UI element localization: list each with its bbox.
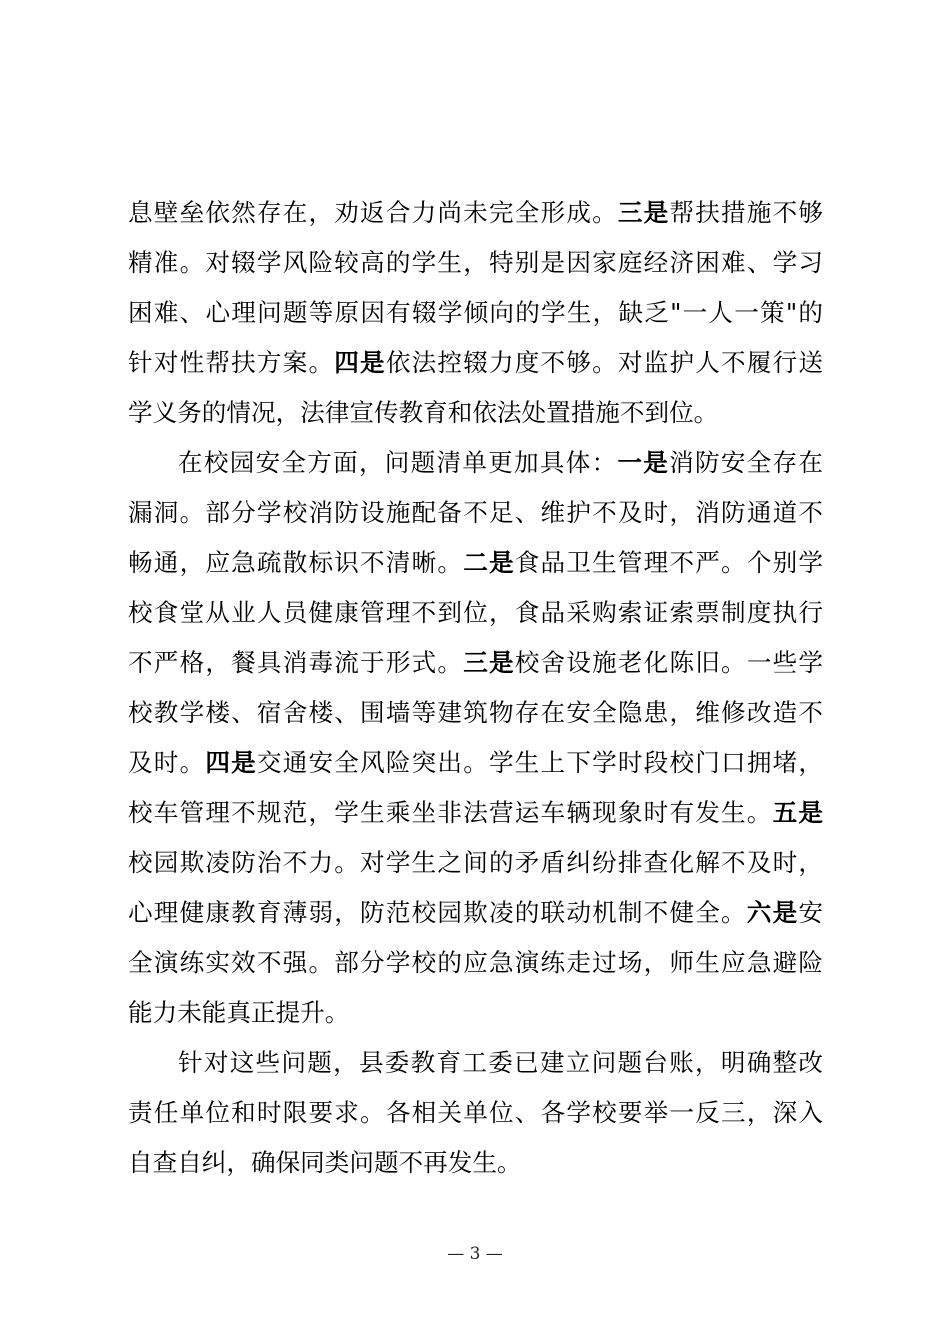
text-line [128, 488, 823, 538]
text-line [128, 988, 823, 1038]
bold-keyword: 五是 [772, 798, 823, 827]
text-line [128, 588, 823, 638]
text-line [128, 338, 823, 388]
bold-keyword: 六是 [746, 898, 799, 927]
text-segment: 消防安全存在 [669, 448, 823, 477]
page-number: — 3 — [447, 1244, 503, 1264]
text-segment: 在校园安全方面，问题清单更加具体： [178, 448, 618, 477]
text-segment: 精准。对辍学风险较高的学生，特别是因家庭经济困难、学习 [128, 248, 823, 277]
text-line [128, 638, 823, 688]
text-line [128, 1138, 823, 1188]
bold-keyword: 四是 [205, 748, 257, 777]
text-segment: 息壁垒依然存在，劝返合力尚未完全形成。 [128, 198, 618, 227]
text-segment: 不严格，餐具消毒流于形式。 [128, 648, 464, 677]
text-line [128, 288, 823, 338]
text-segment: 能力未能真正提升。 [128, 998, 350, 1027]
text-segment: 及时。 [128, 748, 206, 777]
text-line [128, 888, 823, 938]
text-segment: 校教学楼、宿舍楼、围墙等建筑物存在安全隐患，维修改造不 [128, 698, 823, 727]
text-segment: 学义务的情况，法律宣传教育和依法处置措施不到位。 [128, 398, 719, 427]
text-segment: 困难、心理问题等原因有辍学倾向的学生，缺乏"一人一策"的 [128, 298, 823, 327]
text-segment: 交通安全风险突出。学生上下学时段校门口拥堵， [256, 748, 823, 777]
text-segment: 校园欺凌防治不力。对学生之间的矛盾纠纷排查化解不及时， [128, 848, 823, 877]
text-line [128, 438, 823, 488]
bold-keyword: 一是 [617, 448, 670, 477]
text-line [128, 738, 823, 788]
text-line [128, 388, 823, 438]
text-segment: 帮扶措施不够 [669, 198, 823, 227]
text-segment: 责任单位和时限要求。各相关单位、各学校要举一反三，深入 [128, 1098, 823, 1127]
text-line [128, 538, 823, 588]
text-segment: 全演练实效不强。部分学校的应急演练走过场，师生应急避险 [128, 948, 823, 977]
text-segment: 畅通，应急疏散标识不清晰。 [128, 548, 464, 577]
paragraph [128, 1038, 823, 1188]
text-segment: 校车管理不规范，学生乘坐非法营运车辆现象时有发生。 [128, 798, 773, 827]
text-segment: 针对性帮扶方案。 [128, 348, 335, 377]
text-line [128, 1088, 823, 1138]
text-segment: 依法控辍力度不够。对监护人不履行送 [385, 348, 823, 377]
text-segment: 心理健康教育薄弱，防范校园欺凌的联动机制不健全。 [128, 898, 747, 927]
text-line [128, 838, 823, 888]
text-segment: 食品卫生管理不严。个别学 [514, 548, 823, 577]
document-body [128, 188, 823, 1188]
paragraph [128, 438, 823, 1038]
text-segment: 安 [798, 898, 823, 927]
text-segment: 针对这些问题，县委教育工委已建立问题台账，明确整改 [178, 1048, 823, 1077]
bold-keyword: 三是 [617, 198, 670, 227]
bold-keyword: 二是 [463, 548, 515, 577]
text-segment: 自查自纠，确保同类问题不再发生。 [128, 1148, 522, 1177]
text-line [128, 938, 823, 988]
text-line [128, 188, 823, 238]
text-line [128, 788, 823, 838]
text-line [128, 688, 823, 738]
text-line [128, 238, 823, 288]
text-line [128, 1038, 823, 1088]
text-segment: 漏洞。部分学校消防设施配备不足、维护不及时，消防通道不 [128, 498, 823, 527]
bold-keyword: 三是 [463, 648, 515, 677]
text-segment: 校食堂从业人员健康管理不到位，食品采购索证索票制度执行 [128, 598, 823, 627]
text-segment: 校舍设施老化陈旧。一些学 [514, 648, 823, 677]
paragraph [128, 188, 823, 438]
bold-keyword: 四是 [334, 348, 386, 377]
